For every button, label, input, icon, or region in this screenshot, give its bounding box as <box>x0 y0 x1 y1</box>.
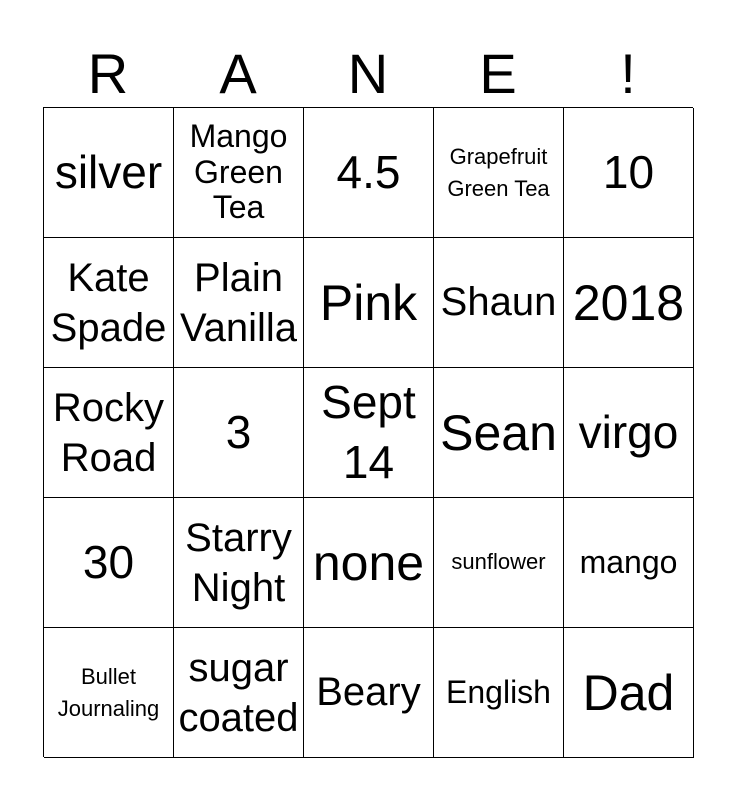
cell-label: Bullet Journaling <box>57 663 160 721</box>
bingo-cell[interactable] <box>434 628 564 758</box>
cell-label: English <box>446 673 551 710</box>
bingo-cell[interactable] <box>44 498 174 628</box>
bingo-cell[interactable] <box>304 498 434 628</box>
bingo-cell[interactable] <box>174 368 304 498</box>
bingo-cell[interactable] <box>564 238 694 368</box>
bingo-cell[interactable] <box>434 498 564 628</box>
cell-label: Kate Spade <box>50 255 167 350</box>
header-letter-r: R <box>87 42 129 105</box>
bingo-cell[interactable] <box>564 108 694 238</box>
header-letter-n: N <box>347 42 389 105</box>
bingo-cell[interactable] <box>44 368 174 498</box>
bingo-cell[interactable] <box>304 368 434 498</box>
cell-label: Beary <box>316 670 421 715</box>
header-letter-a: A <box>219 42 257 105</box>
bingo-cell[interactable] <box>304 628 434 758</box>
bingo-cell[interactable] <box>434 238 564 368</box>
bingo-cell[interactable] <box>434 368 564 498</box>
bingo-cell[interactable] <box>174 628 304 758</box>
header-letter-exclamation: ! <box>620 42 636 105</box>
bingo-cell[interactable] <box>174 498 304 628</box>
bingo-cell[interactable] <box>304 238 434 368</box>
cell-label: 3 <box>225 405 252 458</box>
cell-label: sugar coated <box>178 645 299 740</box>
bingo-cell[interactable] <box>564 498 694 628</box>
cell-label: Grapefruit Green Tea <box>447 143 550 201</box>
cell-label: Mango Green Tea <box>189 117 288 226</box>
header-letter-e: E <box>479 42 517 105</box>
bingo-cell[interactable] <box>44 238 174 368</box>
cell-label: 2018 <box>572 274 685 331</box>
cell-label: 4.5 <box>336 145 401 198</box>
bingo-cell[interactable] <box>44 108 174 238</box>
cell-label: mango <box>579 543 678 580</box>
cell-label: Pink <box>319 274 418 331</box>
bingo-board <box>43 107 693 757</box>
bingo-cell[interactable] <box>434 108 564 238</box>
cell-label: Plain Vanilla <box>179 255 298 350</box>
cell-label: Sean <box>440 404 557 461</box>
bingo-header <box>43 40 693 108</box>
cell-label: Starry Night <box>185 515 292 610</box>
cell-label: Rocky Road <box>52 385 165 480</box>
bingo-cell[interactable] <box>564 368 694 498</box>
cell-label: 10 <box>602 145 655 198</box>
cell-label: Shaun <box>440 280 557 325</box>
cell-label: Sept 14 <box>321 375 416 488</box>
bingo-cell[interactable] <box>304 108 434 238</box>
cell-label: none <box>312 534 425 591</box>
cell-label: silver <box>54 145 163 198</box>
bingo-cell[interactable] <box>174 238 304 368</box>
cell-label: sunflower <box>451 549 546 575</box>
cell-label: virgo <box>578 405 679 458</box>
bingo-cell[interactable] <box>44 628 174 758</box>
cell-label: 30 <box>82 535 135 588</box>
bingo-cell[interactable] <box>564 628 694 758</box>
bingo-cell[interactable] <box>174 108 304 238</box>
cell-label: Dad <box>582 664 675 721</box>
